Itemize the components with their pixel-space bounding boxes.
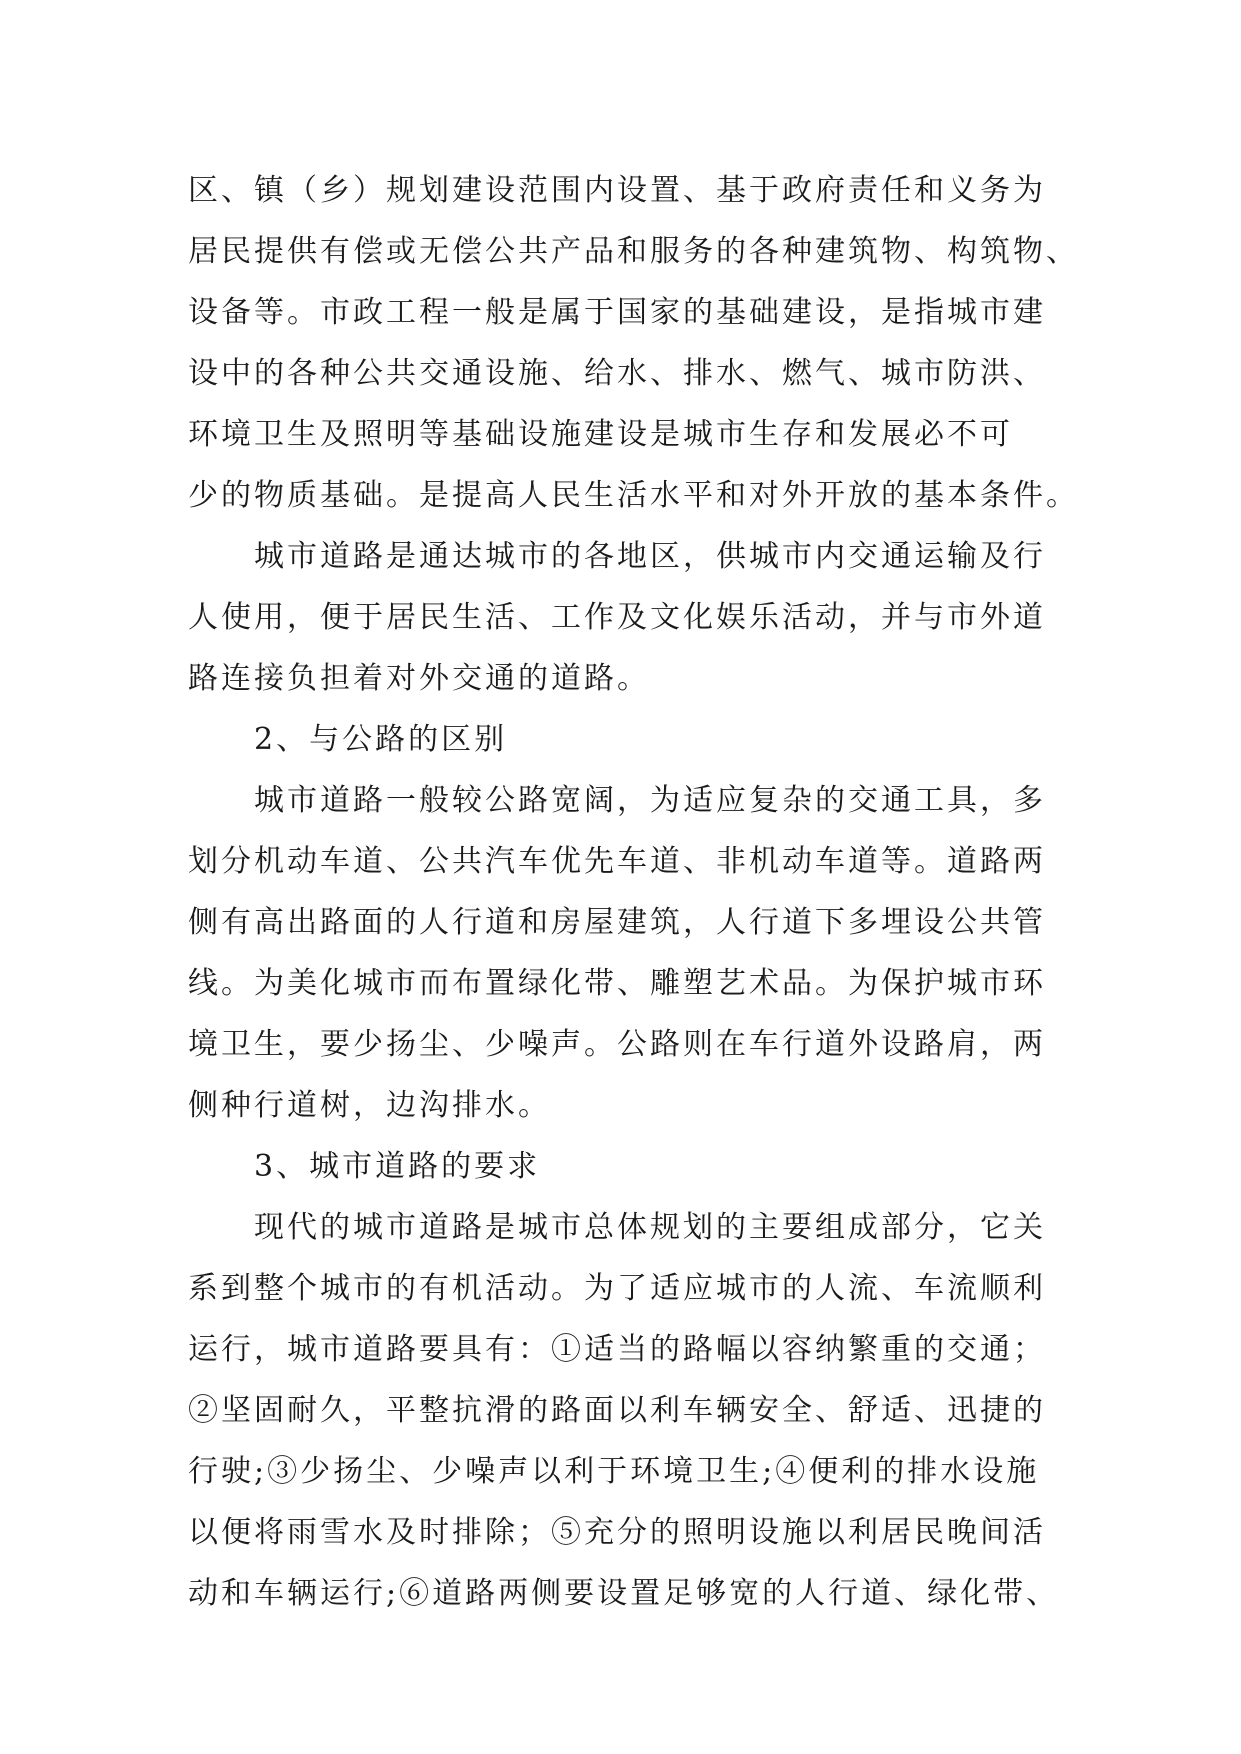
text-line: 动和车辆运行;⑥道路两侧要设置足够宽的人行道、绿化带、 (188, 1576, 1060, 1611)
text-line: 划分机动车道、公共汽车优先车道、非机动车道等。道路两 (188, 844, 1046, 879)
text-line: 行驶;③少扬尘、少噪声以利于环境卫生;④便利的排水设施 (188, 1454, 1040, 1489)
text-line: 人使用，便于居民生活、工作及文化娱乐活动，并与市外道 (188, 600, 1046, 635)
text-line: 侧种行道树，边沟排水。 (188, 1088, 551, 1123)
paragraph-first-line: 城市道路是通达城市的各地区，供城市内交通运输及行 (254, 539, 1046, 574)
text-line: 居民提供有偿或无偿公共产品和服务的各种建筑物、构筑物、 (188, 234, 1079, 269)
text-line: ②坚固耐久，平整抗滑的路面以利车辆安全、舒适、迅捷的 (188, 1393, 1046, 1428)
text-line: 区、镇（乡）规划建设范围内设置、基于政府责任和义务为 (188, 173, 1046, 208)
paragraph-first-line: 现代的城市道路是城市总体规划的主要组成部分，它关 (254, 1210, 1046, 1245)
document-body (188, 160, 1088, 1624)
text-line: 设备等。市政工程一般是属于国家的基础建设，是指城市建 (188, 295, 1046, 330)
section-heading: 2、与公路的区别 (254, 722, 508, 757)
paragraph-first-line: 城市道路一般较公路宽阔，为适应复杂的交通工具，多 (254, 783, 1046, 818)
text-line: 少的物质基础。是提高人民生活水平和对外开放的基本条件。 (188, 478, 1079, 513)
text-line: 运行，城市道路要具有：①适当的路幅以容纳繁重的交通； (188, 1332, 1046, 1367)
text-line: 侧有高出路面的人行道和房屋建筑，人行道下多埋设公共管 (188, 905, 1046, 940)
text-line: 以便将雨雪水及时排除；⑤充分的照明设施以利居民晚间活 (188, 1515, 1046, 1550)
section-heading: 3、城市道路的要求 (254, 1149, 541, 1184)
text-line: 线。为美化城市而布置绿化带、雕塑艺术品。为保护城市环 (188, 966, 1046, 1001)
text-line: 路连接负担着对外交通的道路。 (188, 661, 650, 696)
text-line: 境卫生，要少扬尘、少噪声。公路则在车行道外设路肩，两 (188, 1027, 1046, 1062)
text-line: 设中的各种公共交通设施、给水、排水、燃气、城市防洪、 (188, 356, 1046, 391)
text-line: 系到整个城市的有机活动。为了适应城市的人流、车流顺利 (188, 1271, 1046, 1306)
text-line: 环境卫生及照明等基础设施建设是城市生存和发展必不可 (188, 417, 1013, 452)
